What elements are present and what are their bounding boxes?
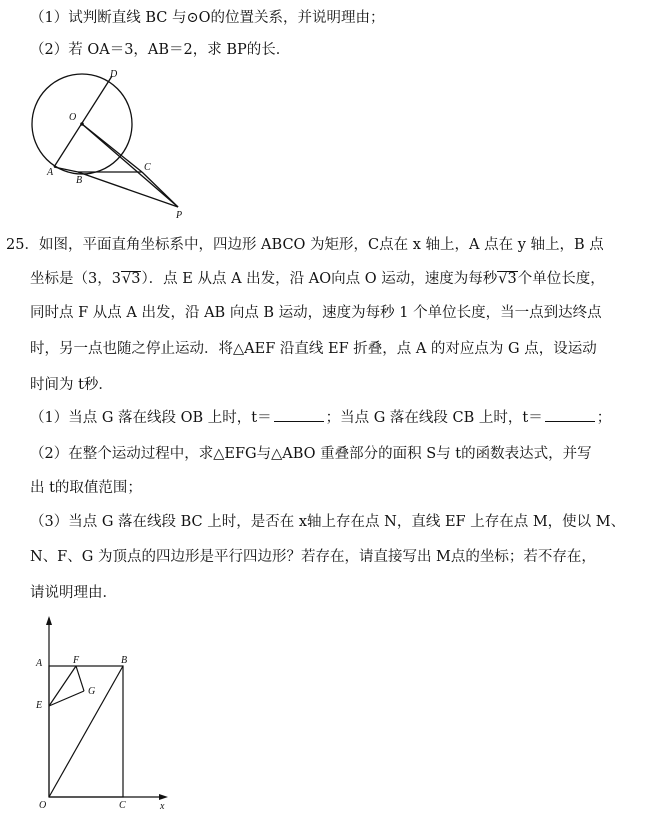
label-o: O [69, 112, 77, 123]
sqrt-3-b-value: 3 [507, 271, 517, 287]
label-x: x [160, 801, 165, 812]
sub1-b: ；当点 G 落在线段 CB 上时，t＝ [325, 410, 543, 426]
diagonal-ob [49, 666, 123, 797]
label-p: P [176, 210, 183, 221]
label-c: C [144, 162, 151, 173]
x-axis-arrow [159, 794, 168, 800]
label-c: C [119, 800, 126, 811]
label-e: E [36, 700, 43, 711]
label-g: G [88, 686, 96, 697]
q25-sub3-line2: N、F、G 为顶点的四边形是平行四边形？若存在，请直接写出 M点的坐标；若不存在， [30, 549, 596, 565]
segment-cp [142, 172, 178, 207]
answer-blank-2[interactable] [545, 409, 595, 422]
segment-fg [76, 666, 84, 691]
label-o: O [39, 800, 47, 811]
label-b: B [76, 175, 83, 186]
q25-sub3-line1: （3）当点 G 落在线段 BC 上时，是否在 x轴上存在点 N，直线 EF 上存在点 M，使以 M、 [30, 514, 626, 530]
q24-part1: （1）试判断直线 BC 与⊙O的位置关系，并说明理由； [30, 10, 385, 26]
sub1-a: （1）当点 G 落在线段 OB 上时，t＝ [30, 410, 272, 426]
sqrt-3-b: √3 [498, 271, 517, 287]
q25-line2 [30, 269, 605, 289]
label-a: A [47, 167, 54, 178]
q25-line5: 时间为 t秒． [30, 377, 113, 393]
label-d: D [110, 69, 118, 80]
y-axis-arrow [46, 616, 52, 625]
sqrt-3-a: √3 [121, 271, 141, 287]
answer-blank-1[interactable] [274, 409, 324, 422]
q25-sub1 [30, 408, 611, 428]
label-a: A [36, 658, 43, 669]
q25-sub2-line1: （2）在整个运动过程中，求△EFG与△ABO 重叠部分的面积 S与 t的函数表达式，并写 [30, 446, 592, 462]
diameter-ad [54, 76, 112, 167]
q25-line2-c: 个单位长度， [517, 271, 605, 287]
q25-line3: 同时点 F 从点 A 出发，沿 AB 向点 B 运动，速度为每秒 1 个单位长度，当一点到达终点 [30, 305, 602, 321]
q24-circle-figure [30, 66, 200, 222]
label-b: B [121, 655, 128, 666]
center-dot [80, 122, 84, 126]
sqrt-3-a-value: 3 [131, 271, 141, 287]
q25-line4: 时，另一点也随之停止运动．将△AEF 沿直线 EF 折叠，点 A 的对应点为 G 点，设运动 [30, 341, 597, 357]
q25-sub2-line2: 出 t的取值范围； [30, 480, 142, 496]
q24-part2: （2）若 OA＝3，AB＝2，求 BP的长． [30, 42, 291, 58]
q25-line2-a: 坐标是（3，3 [30, 271, 121, 287]
label-f: F [73, 655, 80, 666]
sub1-c: ； [596, 410, 612, 426]
q25-line2-b: ）．点 E 从点 A 出发，沿 AO向点 O 运动，速度为每秒 [141, 271, 498, 287]
q25-sub3-line3: 请说明理由． [30, 585, 117, 601]
segment-bp [78, 172, 178, 207]
q25-coordinate-figure [30, 612, 180, 812]
q25-line1: 25．如图，平面直角坐标系中，四边形 ABCO 为矩形，C点在 x 轴上，A 点在 y 轴上，B 点 [6, 237, 604, 253]
